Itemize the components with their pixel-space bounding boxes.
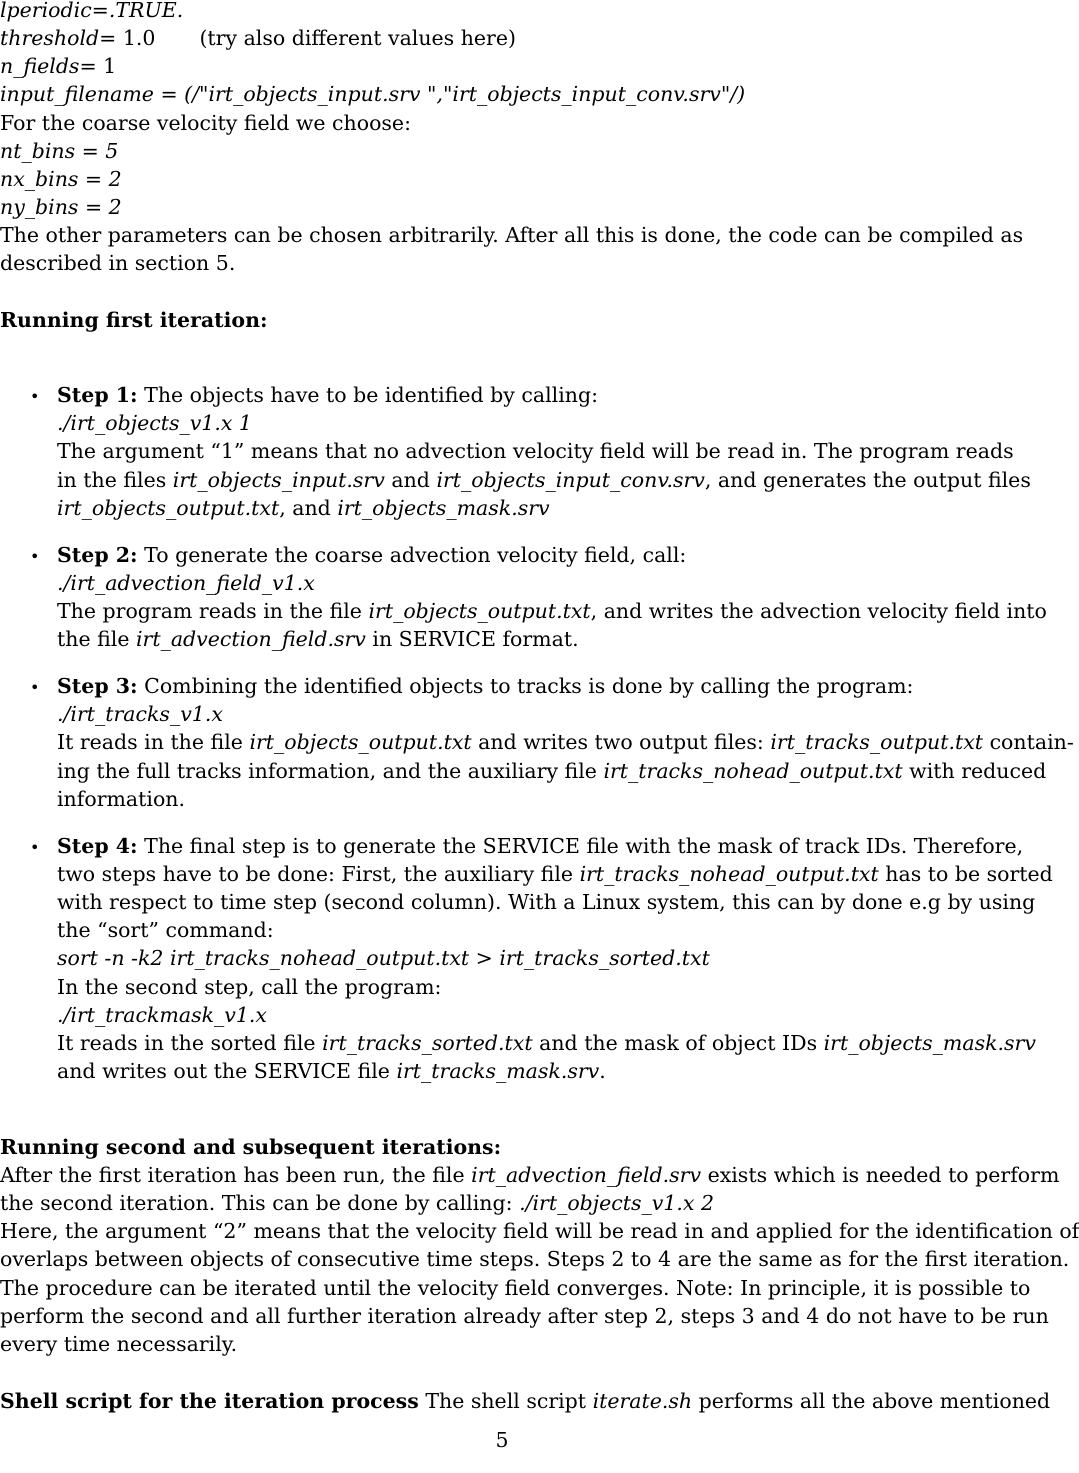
second-iter-line-3: Here, the argument “2” means that the velocity field will be read in and applied for the identification of — [0, 1219, 1079, 1243]
param-n-fields: n_fields= 1 — [0, 54, 117, 78]
heading-second-iteration: Running second and subsequent iterations: — [0, 1135, 502, 1159]
step-3-command: ./irt_tracks_v1.x — [57, 702, 223, 726]
bullet-step-3: • — [30, 678, 40, 697]
param-ny-bins: ny_bins = 2 — [0, 195, 122, 219]
second-iter-line-4: overlaps between objects of consecutive time steps. Steps 2 to 4 are the same as for the first iteration. — [0, 1247, 1070, 1271]
step-4-line-4: the “sort” command: — [57, 918, 274, 942]
step-4-line-3: with respect to time step (second column). With a Linux system, this can by done e.g by using — [57, 890, 1036, 914]
param-threshold: threshold= 1.0 (try also different values here) — [0, 26, 516, 50]
param-nx-bins: nx_bins = 2 — [0, 167, 122, 191]
step-4-line-2: two steps have to be done: First, the auxiliary file irt_tracks_nohead_output.txt has to be sorted — [57, 862, 1053, 886]
step-1-line-5: irt_objects_output.txt, and irt_objects_mask.srv — [57, 496, 550, 520]
heading-first-iteration: Running first iteration: — [0, 308, 268, 332]
step-3-line-3: It reads in the file irt_objects_output.txt and writes two output files: irt_tracks_output.txt contain- — [57, 730, 1074, 754]
other-params-line-1: The other parameters can be chosen arbitrarily. After all this is done, the code can be compiled as — [0, 223, 1024, 247]
step-4-command: ./irt_trackmask_v1.x — [57, 1003, 267, 1027]
second-iter-line-1: After the first iteration has been run, the file irt_advection_field.srv exists which is needed to perform — [0, 1163, 1060, 1187]
step-2-command: ./irt_advection_field_v1.x — [57, 571, 315, 595]
second-iter-line-5: The procedure can be iterated until the velocity field converges. Note: In principle, it is possible to — [0, 1276, 1031, 1300]
second-iter-line-2: the second iteration. This can be done by calling: ./irt_objects_v1.x 2 — [0, 1191, 715, 1215]
page-number: 5 — [495, 1428, 509, 1452]
step-2-line-1: Step 2: To generate the coarse advection velocity field, call: — [57, 543, 687, 567]
second-iter-line-6: perform the second and all further iteration already after step 2, steps 3 and 4 do not have to be run — [0, 1304, 1049, 1328]
bullet-step-4: • — [30, 838, 40, 857]
step-4-line-1: Step 4: The final step is to generate the SERVICE file with the mask of track IDs. Therefore, — [57, 834, 1024, 858]
bullet-step-1: • — [30, 387, 40, 406]
second-iter-line-7: every time necessarily. — [0, 1332, 238, 1356]
step-1-line-3: The argument “1” means that no advection velocity field will be read in. The program reads — [57, 439, 1014, 463]
step-4-sort-command: sort -n -k2 irt_tracks_nohead_output.txt > irt_tracks_sorted.txt — [57, 946, 710, 970]
step-2-line-4: the file irt_advection_field.srv in SERVICE format. — [57, 627, 579, 651]
step-3-line-4: ing the full tracks information, and the auxiliary file irt_tracks_nohead_output.txt with reduced — [57, 759, 1047, 783]
step-4-line-6: In the second step, call the program: — [57, 975, 442, 999]
step-3-line-5: information. — [57, 787, 186, 811]
other-params-line-2: described in section 5. — [0, 251, 236, 275]
bullet-step-2: • — [30, 547, 40, 566]
coarse-intro: For the coarse velocity field we choose: — [0, 111, 411, 135]
step-4-line-8: It reads in the sorted file irt_tracks_sorted.txt and the mask of object IDs irt_objects_mask.srv — [57, 1031, 1036, 1055]
param-lperiodic: lperiodic=.TRUE. — [0, 0, 184, 22]
step-4-line-9: and writes out the SERVICE file irt_tracks_mask.srv. — [57, 1059, 606, 1083]
step-2-line-3: The program reads in the file irt_objects_output.txt, and writes the advection velocity field into — [57, 599, 1047, 623]
param-nt-bins: nt_bins = 5 — [0, 139, 119, 163]
step-1-line-1: Step 1: The objects have to be identified by calling: — [57, 383, 598, 407]
step-1-line-4: in the files irt_objects_input.srv and irt_objects_input_conv.srv, and generates the output files — [57, 468, 1031, 492]
param-input-filename: input_filename = (/"irt_objects_input.srv ","irt_objects_input_conv.srv"/) — [0, 82, 746, 106]
shell-script-line: Shell script for the iteration process The shell script iterate.sh performs all the above mentioned — [0, 1389, 1051, 1413]
step-1-command: ./irt_objects_v1.x 1 — [57, 411, 252, 435]
step-3-line-1: Step 3: Combining the identified objects to tracks is done by calling the program: — [57, 674, 914, 698]
